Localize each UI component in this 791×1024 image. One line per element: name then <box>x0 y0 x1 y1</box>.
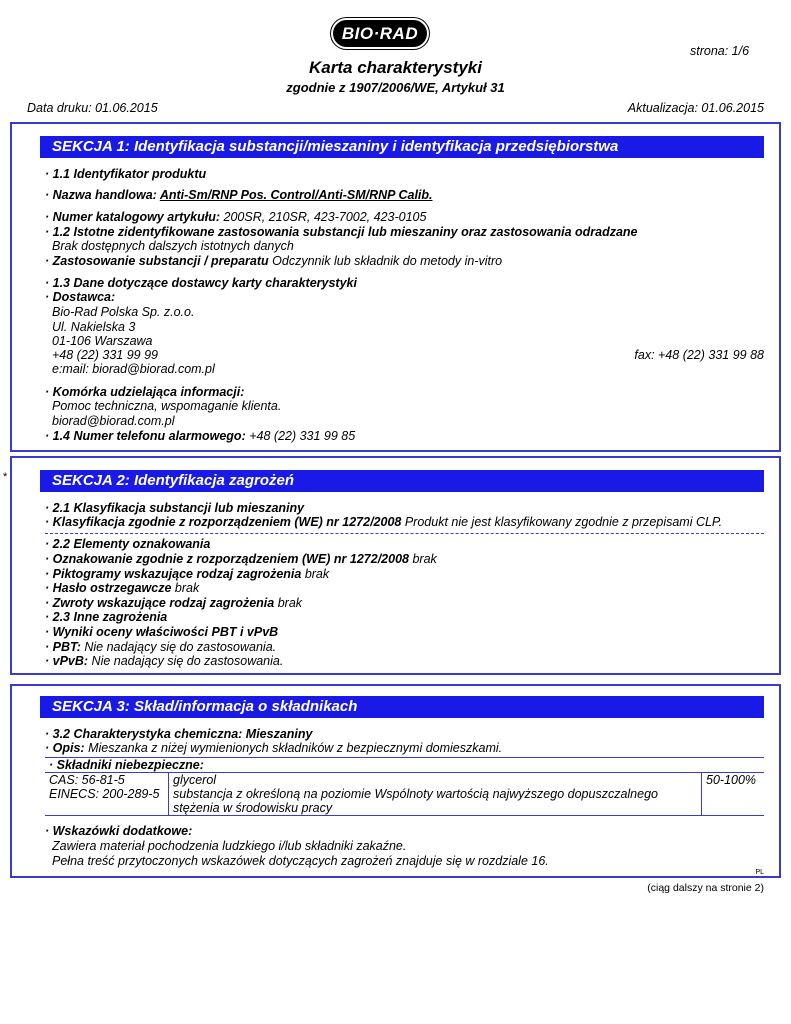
s1-emergency-phone: · 1.4 Numer telefonu alarmowego: +48 (22) 331 99 85 <box>45 429 356 443</box>
revision-star: * <box>3 471 8 483</box>
concentration-cell: 50-100% <box>702 773 765 816</box>
s1-catalog-number: · Numer katalogowy artykułu: 200SR, 210SR, 423-7002, 423-0105 <box>45 210 427 224</box>
s1-supplier-details: · 1.3 Dane dotyczące dostawcy karty charakterystyki <box>45 276 357 290</box>
s1-fax: fax: +48 (22) 331 99 88 <box>634 348 764 362</box>
hazardous-components-table <box>45 757 764 816</box>
document-title: Karta charakterystyki <box>309 58 482 77</box>
bio-rad-logo: BIO·RAD <box>333 20 427 47</box>
table-header-cell: · Składniki niebezpieczne: <box>45 758 764 773</box>
continued-note: (ciąg dalszy na stronie 2) <box>647 882 764 894</box>
s2-hazard-statements: · Zwroty wskazujące rodzaj zagrożenia brak <box>45 596 303 610</box>
section-1-heading: SEKCJA 1: Identyfikacja substancji/mieszaniny i identyfikacja przedsiębiorstwa <box>40 136 764 158</box>
s2-labelling: · Oznakowanie zgodnie z rozporządzeniem (WE) nr 1272/2008 brak <box>45 552 437 566</box>
s2-pictograms: · Piktogramy wskazujące rodzaj zagrożenia brak <box>45 567 330 581</box>
page-number: strona: 1/6 <box>690 44 750 58</box>
s2-pbt-head: · Wyniki oceny właściwości PBT i vPvB <box>45 625 279 639</box>
s2-divider <box>45 533 764 534</box>
table-row <box>45 773 764 816</box>
s1-address-2: Ul. Nakielska 3 <box>52 320 136 334</box>
s1-info-1: Pomoc techniczna, wspomaganie klienta. <box>52 399 282 413</box>
update-date: Aktualizacja: 01.06.2015 <box>627 101 764 115</box>
s1-relevant-uses: · 1.2 Istotne zidentyfikowane zastosowania substancji lub mieszaniny oraz zastosowania odradzane <box>45 225 638 239</box>
s3-description: · Opis: Mieszanka z niżej wymienionych składników z bezpiecznymi domieszkami. <box>45 741 503 755</box>
s3-chemical-characterization: · 3.2 Charakterystyka chemiczna: Mieszaniny <box>45 727 313 741</box>
s1-email: e:mail: biorad@biorad.com.pl <box>52 362 215 376</box>
table-header-row <box>45 758 764 773</box>
s3-additional-1: Zawiera materiał pochodzenia ludzkiego i/lub składniki zakaźne. <box>52 839 407 853</box>
s2-signal-word: · Hasło ostrzegawcze brak <box>45 581 200 595</box>
einecs-number: EINECS: 200-289-5 <box>49 787 160 801</box>
component-cell <box>169 773 702 816</box>
s1-phone: +48 (22) 331 99 99 <box>52 348 158 362</box>
s2-classification-head: · 2.1 Klasyfikacja substancji lub mieszaniny <box>45 501 305 515</box>
s1-supplier-label: · Dostawca: <box>45 290 116 304</box>
s1-info-label: · Komórka udzielająca informacji: <box>45 385 245 399</box>
component-limit: substancja z określoną na poziomie Wspólnoty wartością najwyższego dopuszczalnego stężenia w środowisku pracy <box>173 787 658 815</box>
document-subtitle: zgodnie z 1907/2006/WE, Artykuł 31 <box>286 80 505 95</box>
s2-vpvb: · vPvB: Nie nadający się do zastosowania. <box>45 654 284 668</box>
s2-other-hazards: · 2.3 Inne zagrożenia <box>45 610 168 624</box>
s2-pbt: · PBT: Nie nadający się do zastosowania. <box>45 640 277 654</box>
section-3-heading: SEKCJA 3: Skład/informacja o składnikach <box>40 696 764 718</box>
s1-address-1: Bio-Rad Polska Sp. z.o.o. <box>52 305 195 319</box>
s2-label-elements: · 2.2 Elementy oznakowania <box>45 537 211 551</box>
s1-address-3: 01-106 Warszawa <box>52 334 153 348</box>
s3-additional-2: Pełna treść przytoczonych wskazówek dotyczących zagrożeń znajduje się w rozdziale 16. <box>52 854 549 868</box>
s1-info-2: biorad@biorad.com.pl <box>52 414 175 428</box>
section-2-heading: SEKCJA 2: Identyfikacja zagrożeń <box>40 470 764 492</box>
s1-use: · Zastosowanie substancji / preparatu Odczynnik lub składnik do metody in-vitro <box>45 254 503 268</box>
s2-classification: · Klasyfikacja zgodnie z rozporządzeniem (WE) nr 1272/2008 Produkt nie jest klasyfikowany zgodnie z przepisami CLP. <box>45 515 723 529</box>
language-code: PL <box>755 869 764 876</box>
s1-product-identifier: · 1.1 Identyfikator produktu <box>45 167 207 181</box>
identifiers-cell <box>45 773 169 816</box>
cas-number: CAS: 56-81-5 <box>49 773 125 787</box>
s1-no-data: Brak dostępnych dalszych istotnych danych <box>52 239 294 253</box>
s1-trade-name: · Nazwa handlowa: Anti-Sm/RNP Pos. Control/Anti-SM/RNP Calib. <box>45 188 433 202</box>
component-name: glycerol <box>173 773 217 787</box>
s3-additional-label: · Wskazówki dodatkowe: <box>45 824 193 838</box>
print-date: Data druku: 01.06.2015 <box>27 101 158 115</box>
